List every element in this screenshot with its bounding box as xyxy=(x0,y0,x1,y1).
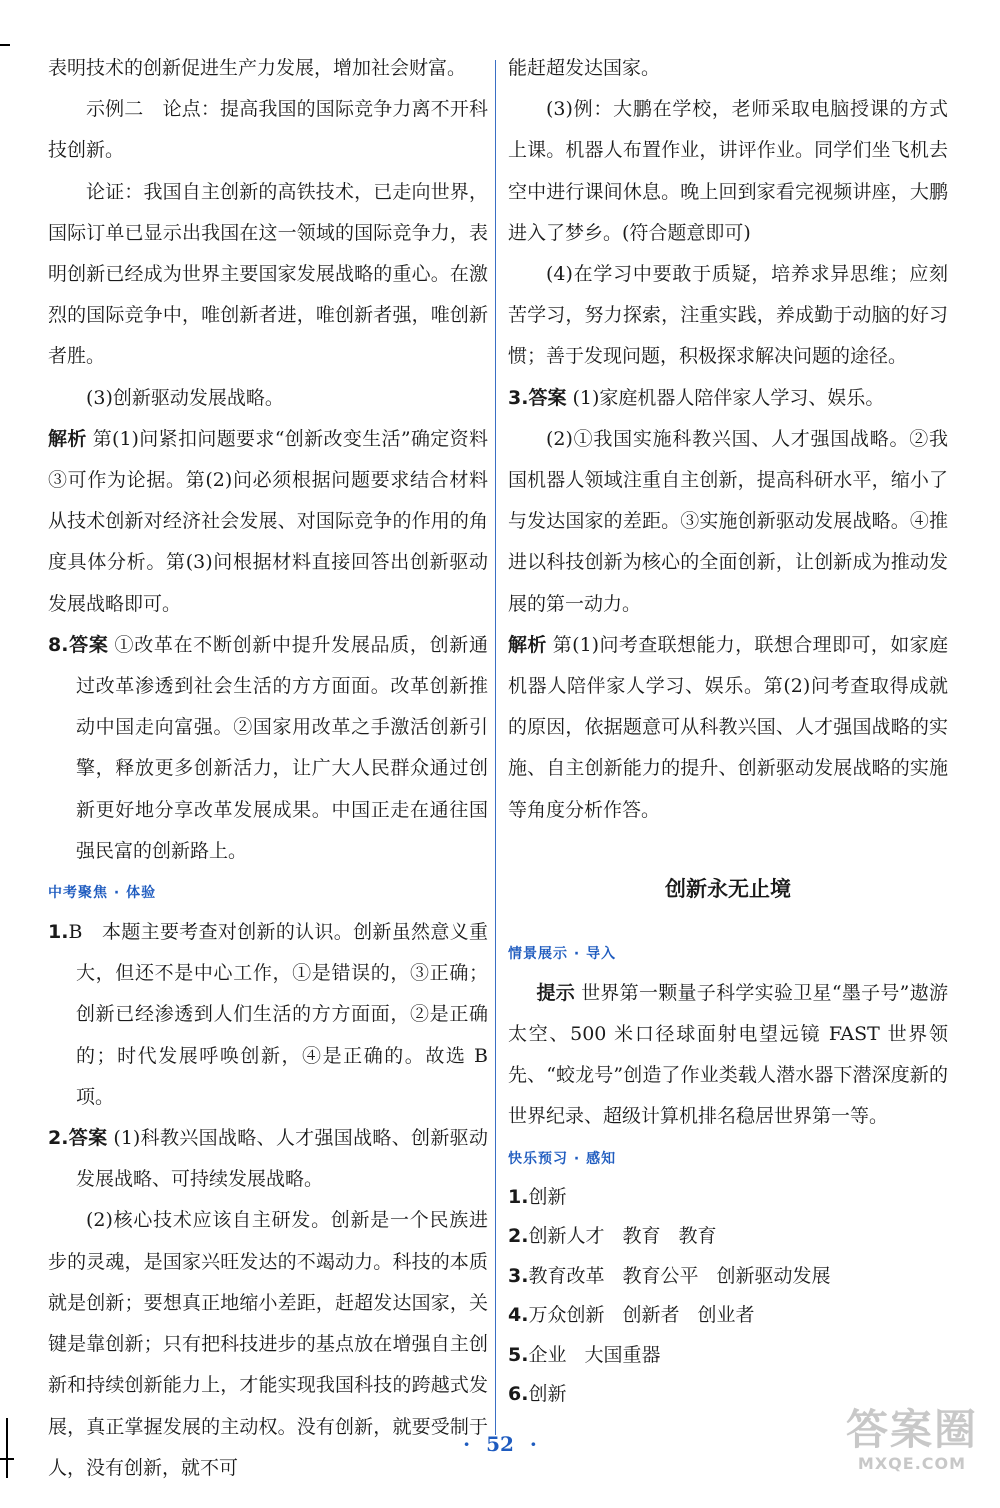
answer-item xyxy=(48,1118,488,1200)
list-item: 6.创新 xyxy=(508,1383,567,1406)
section-subheading: 中考聚焦 · 体验 xyxy=(48,885,157,902)
answer-label: 答案 xyxy=(68,633,109,656)
right-column xyxy=(508,48,948,1415)
answer-text: B 本题主要考查对创新的认识。创新虽然意义重大，但还不是中心工作，①是错误的，③正确；创新已经渗透到人们生活的方方面面，②是正确的；时代发展呼唤创新，④是正确的。故选 B 项。 xyxy=(68,921,488,1108)
item-number: 1. xyxy=(48,921,69,944)
answer-label: 答案 xyxy=(68,1127,108,1150)
paragraph: (2)①我国实施科教兴国、人才强国战略。②我国机器人领域注重自主创新，提高科研水平，缩小了与发达国家的差距。③实施创新驱动发展战略。④推进以科技创新为核心的全面创新，让创新成为推动发展的第一动力。 xyxy=(508,427,948,615)
section-title: 创新永无止境 xyxy=(665,876,791,901)
analysis-text: 第(1)问考查联想能力，联想合理即可，如家庭机器人陪伴家人学习、娱乐。第(2)问考查取得成就的原因，依据题意可从科教兴国、人才强国战略的实施、自主创新能力的提升、创新驱动发展战略的实施等角度分析作答。 xyxy=(508,633,948,821)
watermark-text: 答案圈 xyxy=(845,1405,978,1454)
list-item: 1.创新 xyxy=(508,1185,567,1208)
paragraph: (3)创新驱动发展战略。 xyxy=(86,386,284,409)
analysis-text: 第(1)问紧扣问题要求“创新改变生活”确定资料③可作为论据。第(2)问必须根据问题要求结合材料从技术创新对经济社会发展、对国际竞争的作用的角度具体分析。第(3)问根据材料直接回答出创新驱动发展战略即可。 xyxy=(48,427,488,615)
crop-mark xyxy=(0,1458,14,1460)
paragraph: (3)例：大鹏在学校，老师采取电脑授课的方式上课。机器人布置作业，讲评作业。同学们坐飞机去空中进行课间休息。晚上回到家看完视频讲座，大鹏进入了梦乡。(符合题意即可) xyxy=(508,98,948,244)
answer-item xyxy=(48,625,488,872)
page-number: · 52 · xyxy=(463,1432,537,1456)
hint-label: 提示 xyxy=(536,981,576,1004)
paragraph: 表明技术的创新促进生产力发展，增加社会财富。 xyxy=(48,57,467,79)
answer-item xyxy=(508,378,948,419)
item-number: 8. xyxy=(48,633,69,656)
analysis-label: 解析 xyxy=(508,633,547,656)
paragraph: (4)在学习中要敢于质疑，培养求异思维；应刻苦学习，努力探索，注重实践，养成勤于动脑的好习惯；善于发现问题，积极探求解决问题的途径。 xyxy=(508,263,948,368)
analysis-paragraph xyxy=(48,419,488,625)
item-number: 3. xyxy=(508,386,529,409)
list-item: 2.创新人才 教育 教育 xyxy=(508,1225,717,1248)
hint-paragraph xyxy=(508,973,948,1138)
answer-text: (1)家庭机器人陪伴家人学习、娱乐。 xyxy=(572,386,885,409)
answer-text: ①改革在不断创新中提升发展品质，创新通过改革渗透到社会生活的方方面面。改革创新推动中国走向富强。②国家用改革之手激活创新引擎，释放更多创新活力，让广大人民群众通过创新更好地分享改革发展成果。中国正走在通往国强民富的创新路上。 xyxy=(76,633,488,862)
list-item: 5.企业 大国重器 xyxy=(508,1343,661,1366)
list-item: 3.教育改革 教育公平 创新驱动发展 xyxy=(508,1264,831,1287)
watermark-logo xyxy=(842,1406,982,1480)
crop-mark xyxy=(0,44,10,46)
paragraph: 示例二 论点：提高我国的国际竞争力离不开科技创新。 xyxy=(48,98,488,162)
watermark-url: MXQE.COM xyxy=(857,1454,967,1473)
paragraph: (2)核心技术应该自主研发。创新是一个民族进步的灵魂，是国家兴旺发达的不竭动力。科技的本质就是创新；要想真正地缩小差距，赶超发达国家，关键是靠创新；只有把科技进步的基点放在增强自主创新和持续创新能力上，才能实现我国科技的跨越式发展，真正掌握发展的主动权。没有创新，就要受制于人，没有创新，就不可 xyxy=(48,1209,488,1479)
analysis-paragraph xyxy=(508,625,948,831)
item-number: 2. xyxy=(48,1127,69,1150)
hint-text: 世界第一颗量子科学实验卫星“墨子号”遨游太空、500 米口径球面射电望远镜 FAST 世界领先、“蛟龙号”创造了作业类载人潜水器下潜深度新的世界纪录、超级计算机排名稳居世界第一等。 xyxy=(508,981,948,1128)
analysis-label: 解析 xyxy=(48,427,87,450)
list-item: 4.万众创新 创新者 创业者 xyxy=(508,1304,755,1327)
section-subheading: 情景展示 · 导入 xyxy=(508,945,617,962)
answer-label: 答案 xyxy=(528,386,567,409)
answer-item xyxy=(48,912,488,1118)
column-divider xyxy=(495,60,496,1435)
section-subheading: 快乐预习 · 感知 xyxy=(508,1150,617,1167)
answer-text: (1)科教兴国战略、人才强国战略、创新驱动发展战略、可持续发展战略。 xyxy=(76,1127,488,1191)
left-column xyxy=(48,48,488,1489)
paragraph: 论证：我国自主创新的高铁技术，已走向世界，国际订单已显示出我国在这一领域的国际竞争力，表明创新已经成为世界主要国家发展战略的重心。在激烈的国际竞争中，唯创新者进，唯创新者强，唯创新者胜。 xyxy=(48,180,488,368)
paragraph: 能赶超发达国家。 xyxy=(508,57,661,79)
